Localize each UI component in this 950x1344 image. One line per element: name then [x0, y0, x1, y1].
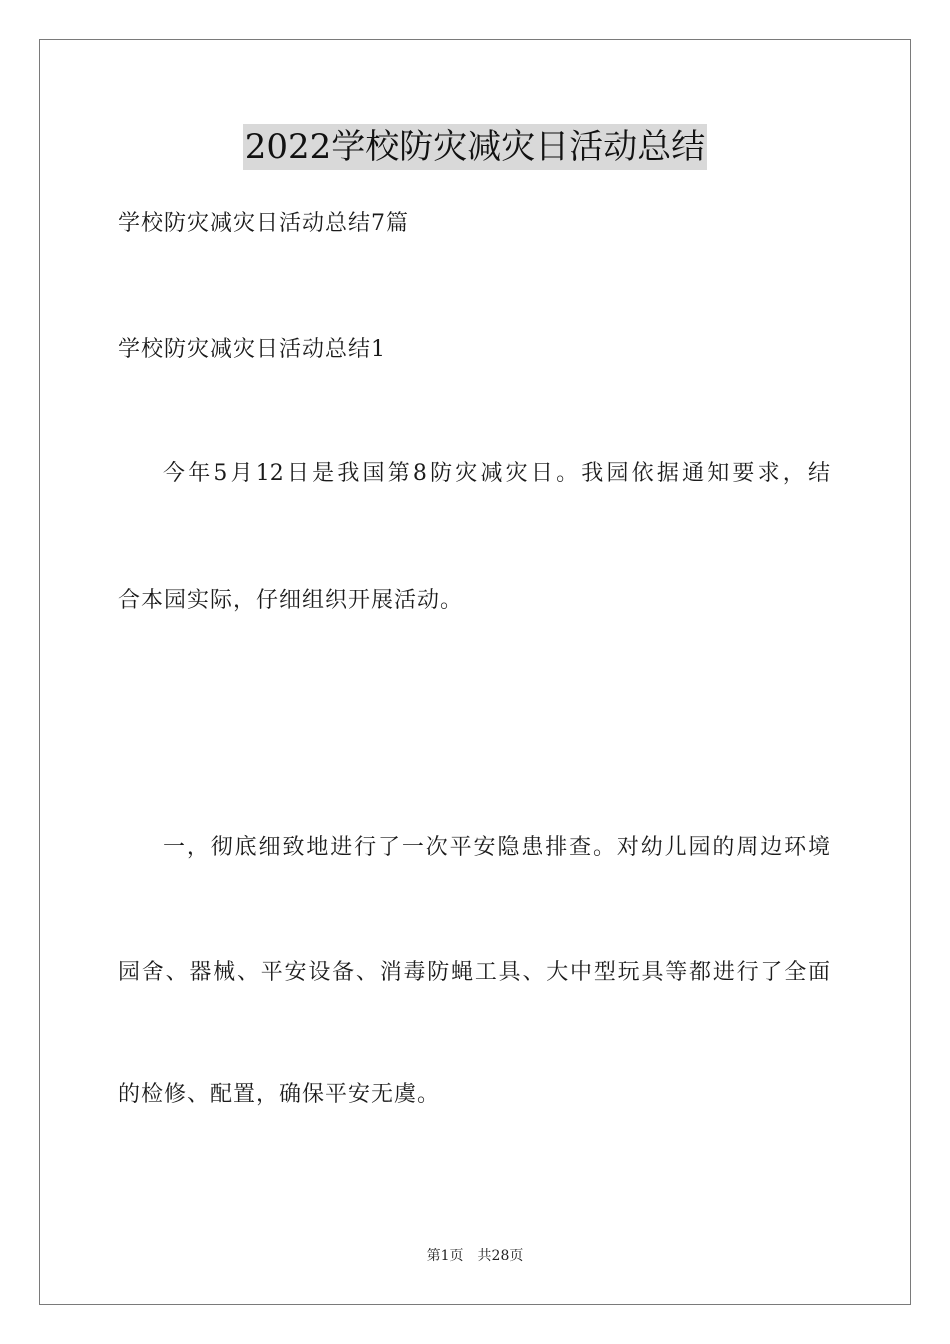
paragraph-line: 今年5月12日是我国第8防灾减灾日。我园依据通知要求，结	[163, 461, 830, 486]
subtitle-line: 学校防灾减灾日活动总结7篇	[118, 211, 409, 236]
paragraph-line: 的检修、配置，确保平安无虞。	[118, 1082, 441, 1107]
paragraph-line: 园舍、器械、平安设备、消毒防蝇工具、大中型玩具等都进行了全面	[118, 960, 830, 985]
section-heading: 学校防灾减灾日活动总结1	[118, 337, 386, 362]
document-title: 2022学校防灾减灾日活动总结	[243, 124, 708, 170]
page-total: 共28页	[477, 1248, 524, 1264]
paragraph-line: 一，彻底细致地进行了一次平安隐患排查。对幼儿园的周边环境	[163, 835, 830, 860]
page-number: 第1页	[426, 1248, 464, 1264]
page-footer	[0, 1246, 950, 1266]
paragraph-line: 合本园实际，仔细组织开展活动。	[118, 588, 464, 613]
title-container	[0, 124, 950, 170]
